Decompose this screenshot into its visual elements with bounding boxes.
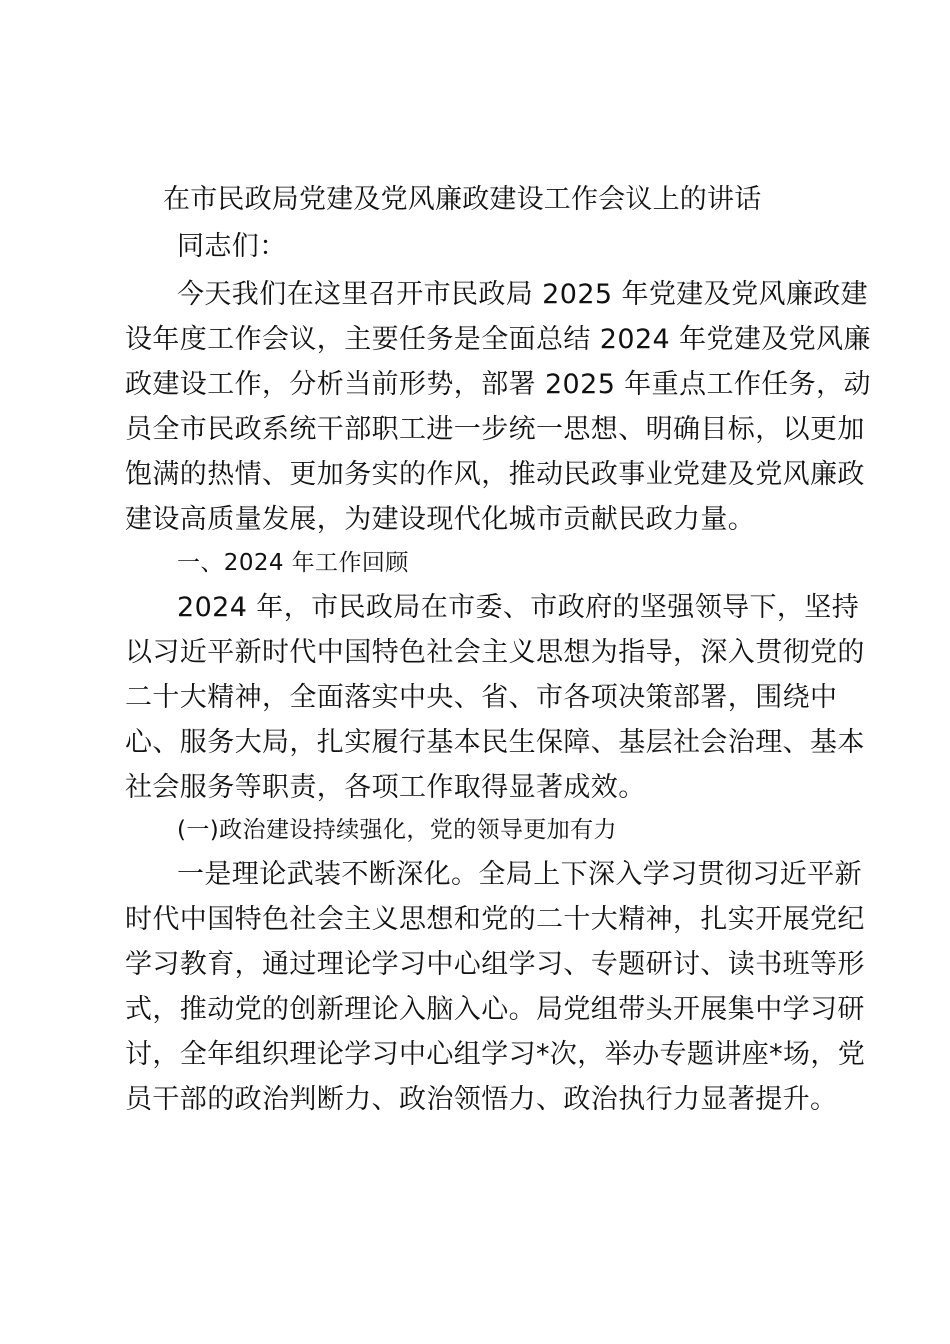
section-line: 社会服务等职责，各项工作取得显著成效。 bbox=[125, 772, 646, 803]
intro-line: 政建设工作，分析当前形势，部署 2025 年重点工作任务，动 bbox=[125, 369, 871, 400]
subsection-line: 员干部的政治判断力、政治领悟力、政治执行力显著提升。 bbox=[125, 1084, 838, 1115]
subsection-line: 讨，全年组织理论学习中心组学习*次，举办专题讲座*场，党 bbox=[125, 1039, 866, 1070]
intro-line: 今天我们在这里召开市民政局 2025 年党建及党风廉政建 bbox=[177, 279, 869, 310]
section-line: 二十大精神，全面落实中央、省、市各项决策部署，围绕中 bbox=[125, 682, 838, 713]
intro-line: 员全市民政系统干部职工进一步统一思想、明确目标，以更加 bbox=[125, 414, 865, 445]
subsection-heading: (一)政治建设持续强化，党的领导更加有力 bbox=[177, 817, 617, 843]
section-line: 以习近平新时代中国特色社会主义思想为指导，深入贯彻党的 bbox=[125, 637, 865, 668]
salutation: 同志们： bbox=[177, 231, 287, 262]
subsection-line: 式，推动党的创新理论入脑入心。局党组带头开展集中学习研 bbox=[125, 994, 865, 1025]
section-line: 心、服务大局，扎实履行基本民生保障、基层社会治理、基本 bbox=[125, 727, 865, 758]
subsection-line: 学习教育，通过理论学习中心组学习、专题研讨、读书班等形 bbox=[125, 949, 865, 980]
section-line: 2024 年，市民政局在市委、市政府的坚强领导下，坚持 bbox=[177, 592, 860, 623]
subsection-line: 时代中国特色社会主义思想和党的二十大精神，扎实开展党纪 bbox=[125, 904, 865, 935]
intro-line: 建设高质量发展，为建设现代化城市贡献民政力量。 bbox=[125, 504, 756, 535]
subsection-line: 一是理论武装不断深化。全局上下深入学习贯彻习近平新 bbox=[177, 859, 862, 890]
document-title: 在市民政局党建及党风廉政建设工作会议上的讲话 bbox=[163, 184, 762, 215]
intro-line: 设年度工作会议，主要任务是全面总结 2024 年党建及党风廉 bbox=[125, 324, 871, 355]
section-heading: 一、2024 年工作回顾 bbox=[177, 550, 409, 576]
intro-line: 饱满的热情、更加务实的作风，推动民政事业党建及党风廉政 bbox=[125, 459, 865, 490]
